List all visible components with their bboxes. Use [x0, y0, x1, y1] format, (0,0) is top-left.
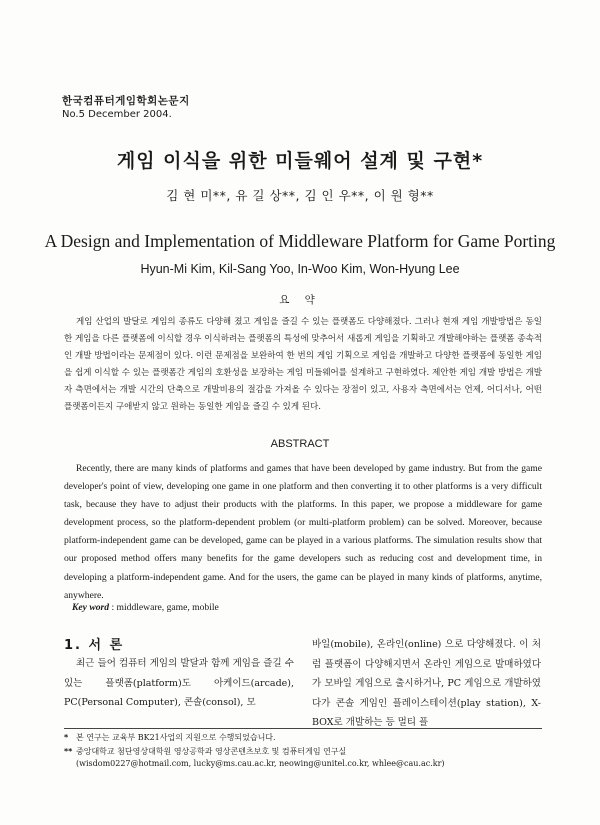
journal-header [62, 94, 190, 122]
body-text-right-column: 바일(mobile), 온라인(online) 으로 다양해졌다. 이 처럼 플랫폼이 다양해지면서 온라인 게임으로 발매하였다가 모바일 게임으로 출시하거나, PC 게임으로 개발하였다가 콘솔 게임인 플레이스테이션(play station), X-BOX로 개발하는 등 멀티 플 [312, 639, 541, 728]
keywords-label: Key word [72, 602, 110, 613]
body-text-left-column: 최근 들어 컴퓨터 게임의 발달과 함께 게임을 즐길 수 있는 플랫폼(platform)도 아케이드(arcade), PC(Personal Computer), 콘솔(consol), 모 [64, 658, 294, 708]
paper-title-english: A Design and Implementation of Middleware Platform for Game Porting [44, 231, 556, 251]
authors-korean: 김 현 미**, 유 길 상**, 김 인 우**, 이 원 형** [166, 188, 434, 203]
journal-name: 한국컴퓨터게임학회논문지 [62, 95, 190, 107]
journal-issue: No.5 December 2004. [62, 109, 172, 120]
keywords-value: : middleware, game, mobile [111, 602, 219, 613]
section-heading-introduction: 1. 서 론 [64, 638, 125, 653]
footnote-emails: (wisdom0227@hotmail.com, lucky@ms.cau.ac.kr, neowing@unitel.co.kr, whlee@cau.ac.kr) [76, 759, 445, 768]
abstract-english-text: Recently, there are many kinds of platforms and games that have been developed by game industry. But from the game developer's point of view, developing one game in one platform and then converting it to other platforms is a very difficult task, because they have to adjust their products with the platforms. In this paper, we propose a middleware for game development process, so the platform-dependent problem (or multi-platform problem) can be solved. Moreover, because platform-independent game can be developed, game can be played in a various platforms. The simulation results show that our proposed method offers many benefits for the game developers such as reducing cost and development time, in developing a platform-independent game. And for the users, the game can be played in many kinds of platforms, anytime, anywhere. [64, 463, 542, 601]
footnote-text: 본 연구는 교육부 BK21사업의 지원으로 수행되었습니다. [76, 733, 276, 742]
abstract-korean-text: 게임 산업의 발달로 게임의 종류도 다양해 졌고 게임을 즐길 수 있는 플랫폼도 다양해졌다. 그러나 현재 게임 개발방법은 동일한 게임을 다른 플랫폼에 이식할 경우 이식하려는 플랫폼의 특성에 맞추어서 새롭게 게임을 기획하고 개발해야하는 플랫폼 종속적인 개발 방법이라는 문제점이 있다. 이런 문제점을 보완하여 한 번의 게임 기획으로 게임을 개발하고 다양한 플랫폼에 동일한 게임을 쉽게 이식할 수 있는 플랫폼간 게임의 호환성을 보장하는 게임 미들웨어를 설계하고 구현하였다. 제안한 게임 개발 방법은 개발자 측면에서는 개발 시간의 단축으로 개발비용의 절감을 가져올 수 있다는 장점이 있고, 사용자 측면에서는 언제, 어디서나, 어떤 플랫폼이든지 구애받지 않고 원하는 동일한 게임을 즐길 수 있게 된다. [64, 317, 542, 412]
footnote-text: 중앙대학교 첨단영상대학원 영상공학과 영상콘텐츠보호 및 컴퓨터게임 연구실 [76, 747, 347, 756]
footnote-funding [64, 732, 554, 744]
footnote-mark: * [64, 733, 69, 742]
abstract-korean-heading: 요 약 [279, 294, 321, 306]
footnote-affiliation [64, 746, 554, 758]
authors-english: Hyun-Mi Kim, Kil-Sang Yoo, In-Woo Kim, Won-Hyung Lee [140, 262, 460, 276]
keywords [72, 602, 219, 613]
abstract-english-heading: ABSTRACT [270, 438, 330, 450]
footnote-mark: ** [64, 747, 73, 756]
paper-title-korean: 게임 이식을 위한 미들웨어 설계 및 구현* [116, 150, 484, 172]
footnote-divider [64, 728, 542, 729]
